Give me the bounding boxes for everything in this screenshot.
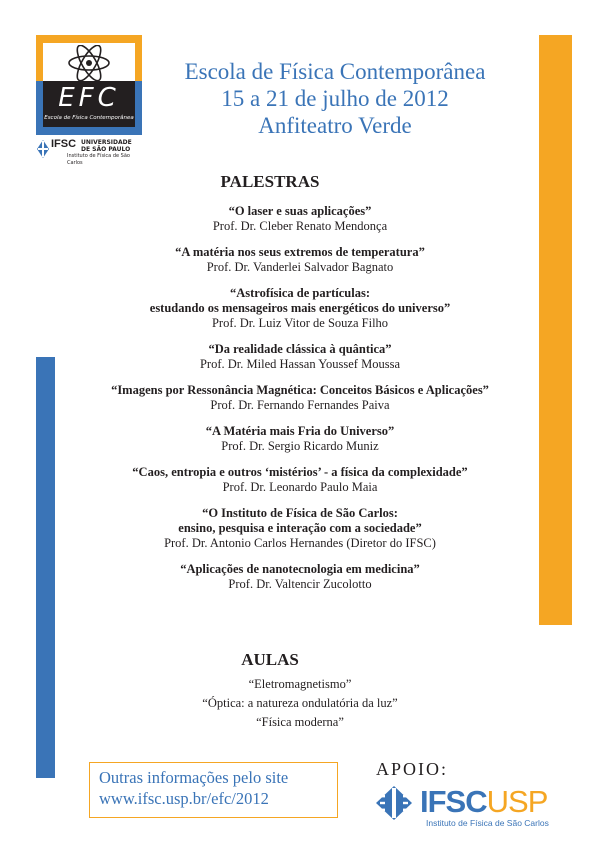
talk-title-line2: ensino, pesquisa e interação com a sociedade”	[178, 521, 422, 535]
talk-item	[60, 245, 540, 275]
talk-speaker: Prof. Dr. Valtencir Zucolotto	[228, 577, 372, 591]
usp-line2: DE SÃO PAULO	[81, 146, 131, 153]
talk-speaker: Prof. Dr. Antonio Carlos Hernandes (Diretor do IFSC)	[164, 536, 436, 550]
info-text: Outras informações pelo site	[99, 768, 289, 787]
ifsc-usp-small-logo	[36, 138, 146, 166]
aula-item: “Óptica: a natureza ondulatória da luz”	[202, 696, 398, 710]
event-venue: Anfiteatro Verde	[258, 113, 412, 138]
talk-title: “O laser e suas aplicações”	[228, 204, 372, 218]
talk-speaker: Prof. Dr. Sergio Ricardo Muniz	[221, 439, 379, 453]
ifsc-institute-name: Instituto de Física de São Carlos	[426, 818, 549, 828]
talk-title: “Imagens por Ressonância Magnética: Conceitos Básicos e Aplicações”	[111, 383, 489, 397]
talk-title: “Astrofísica de partículas:	[229, 286, 371, 300]
logo-subtitle: Escola de Física Contemporânea	[44, 115, 134, 121]
ifsc-emblem-icon	[374, 785, 414, 821]
event-dates: 15 a 21 de julho de 2012	[221, 86, 449, 111]
event-header	[140, 58, 530, 139]
talk-item	[60, 465, 540, 495]
aula-item: “Eletromagnetismo”	[248, 677, 352, 691]
talk-title-line2: estudando os mensageiros mais energéticos do universo”	[149, 301, 451, 315]
decorative-orange-bar	[539, 35, 572, 625]
info-box	[89, 762, 338, 818]
talk-speaker: Prof. Dr. Miled Hassan Youssef Moussa	[199, 357, 400, 371]
info-url[interactable]: www.ifsc.usp.br/efc/2012	[99, 789, 269, 808]
aulas-heading: AULAS	[241, 650, 299, 669]
ifsc-emblem-icon	[36, 139, 50, 159]
talks-list	[60, 204, 540, 603]
talk-item	[60, 342, 540, 372]
ifsc-word: IFSC	[420, 784, 487, 819]
talk-title: “O Instituto de Física de São Carlos:	[202, 506, 398, 520]
talk-title: “A Matéria mais Fria do Universo”	[205, 424, 395, 438]
apoio-label: APOIO:	[376, 759, 449, 779]
talk-speaker: Prof. Dr. Cleber Renato Mendonça	[212, 219, 388, 233]
talk-speaker: Prof. Dr. Fernando Fernandes Paiva	[210, 398, 390, 412]
palestras-heading: PALESTRAS	[220, 172, 320, 191]
talk-title: “Aplicações de nanotecnologia em medicina”	[180, 562, 420, 576]
usp-line3: Instituto de Física de São Carlos	[67, 153, 130, 166]
talk-item	[60, 383, 540, 413]
talk-item	[60, 424, 540, 454]
talk-title: “A matéria nos seus extremos de temperatura”	[175, 245, 425, 259]
talk-title: “Caos, entropia e outros ‘mistérios’ - a física da complexidade”	[132, 465, 468, 479]
talk-speaker: Prof. Dr. Vanderlei Salvador Bagnato	[206, 260, 394, 274]
talk-item	[60, 204, 540, 234]
talk-item	[60, 506, 540, 551]
usp-line1: UNIVERSIDADE	[81, 139, 132, 146]
ifsc-usp-logo	[374, 785, 574, 830]
usp-word: USP	[486, 784, 548, 819]
ifsc-wordmark: IFSC	[51, 138, 77, 150]
event-title: Escola de Física Contemporânea	[184, 59, 486, 84]
ifsc-usp-wordmark	[420, 785, 547, 819]
aula-item: “Física moderna”	[256, 715, 344, 729]
efc-logo	[36, 35, 142, 135]
talk-speaker: Prof. Dr. Luiz Vitor de Souza Filho	[211, 316, 389, 330]
talk-item	[60, 562, 540, 592]
atom-icon	[67, 45, 111, 81]
decorative-blue-bar	[36, 357, 55, 778]
talk-item	[60, 286, 540, 331]
aulas-list	[60, 675, 540, 732]
logo-acronym: EFC	[58, 83, 120, 113]
talk-speaker: Prof. Dr. Leonardo Paulo Maia	[222, 480, 378, 494]
talk-title: “Da realidade clássica à quântica”	[208, 342, 392, 356]
